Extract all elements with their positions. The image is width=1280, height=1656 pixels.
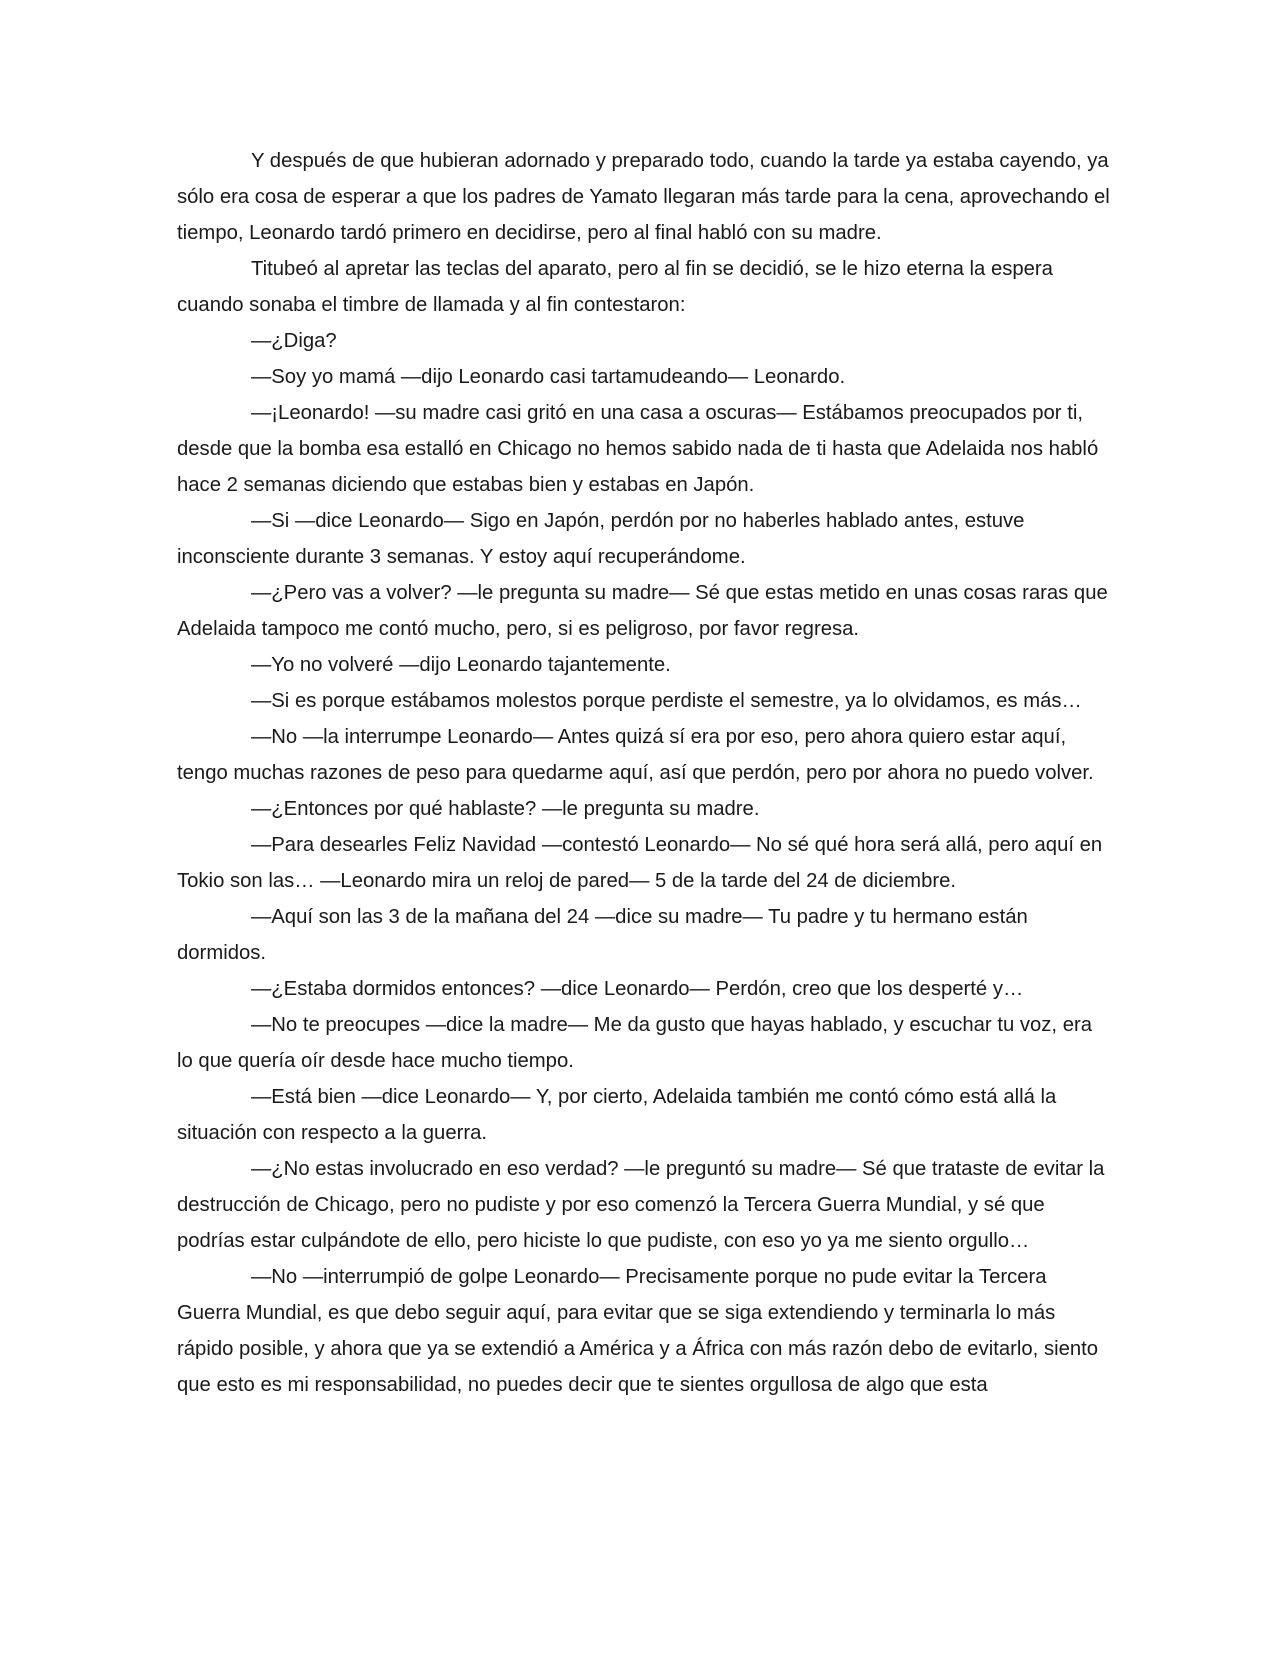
paragraph: —No te preocupes —dice la madre— Me da gusto que hayas hablado, y escuchar tu voz, era lo que quería oír desde hace mucho tiempo. — [177, 1014, 1093, 1072]
paragraph: —Para desearles Feliz Navidad —contestó Leonardo— No sé qué hora será allá, pero aquí en Tokio son las… —Leonardo mira un reloj de pared— 5 de la tarde del 24 de diciembre. — [177, 834, 1103, 892]
paragraph: —Si es porque estábamos molestos porque perdiste el semestre, ya lo olvidamos, es más… — [251, 690, 1082, 712]
paragraph: —Si —dice Leonardo— Sigo en Japón, perdón por no haberles hablado antes, estuve inconsciente durante 3 semanas. Y estoy aquí recuperándome. — [177, 510, 1025, 568]
paragraph: —Está bien —dice Leonardo— Y, por cierto, Adelaida también me contó cómo está allá la situación con respecto a la guerra. — [177, 1086, 1057, 1144]
paragraph: Y después de que hubieran adornado y preparado todo, cuando la tarde ya estaba cayendo, ya sólo era cosa de esperar a que los padres de Yamato llegaran más tarde para la cena, aprovechando el tiempo, Leonardo tardó primero en decidirse, pero al final habló con su madre. — [177, 150, 1110, 244]
paragraph: —No —la interrumpe Leonardo— Antes quizá sí era por eso, pero ahora quiero estar aquí, tengo muchas razones de peso para quedarme aquí, así que perdón, pero por ahora no puedo volver. — [177, 726, 1094, 784]
paragraph: —¿No estas involucrado en eso verdad? —le preguntó su madre— Sé que trataste de evitar la destrucción de Chicago, pero no pudiste y por eso comenzó la Tercera Guerra Mundial, y sé que podrías estar culpándote de ello, pero hiciste lo que pudiste, con eso yo ya me siento orgullo… — [177, 1158, 1105, 1252]
paragraph: Titubeó al apretar las teclas del aparato, pero al fin se decidió, se le hizo eterna la espera cuando sonaba el timbre de llamada y al fin contestaron: — [177, 258, 1053, 316]
paragraph: —Yo no volveré —dijo Leonardo tajantemente. — [251, 654, 671, 676]
document-body — [177, 143, 1112, 1403]
paragraph: —¡Leonardo! —su madre casi gritó en una casa a oscuras— Estábamos preocupados por ti, desde que la bomba esa estalló en Chicago no hemos sabido nada de ti hasta que Adelaida nos habló hace 2 semanas diciendo que estabas bien y estabas en Japón. — [177, 402, 1099, 496]
paragraph: —No —interrumpió de golpe Leonardo— Precisamente porque no pude evitar la Tercera Guerra Mundial, es que debo seguir aquí, para evitar que se siga extendiendo y terminarla lo más rápido posible, y ahora que ya se extendió a América y a África con más razón debo de evitarlo, siento que esto es mi responsabilidad, no puedes decir que te sientes orgullosa de algo que esta — [177, 1266, 1099, 1396]
paragraph: —Aquí son las 3 de la mañana del 24 —dice su madre— Tu padre y tu hermano están dormidos. — [177, 906, 1028, 964]
paragraph: —¿Diga? — [251, 330, 337, 352]
paragraph: —¿Estaba dormidos entonces? —dice Leonardo— Perdón, creo que los desperté y… — [251, 978, 1024, 1000]
paragraph: —Soy yo mamá —dijo Leonardo casi tartamudeando— Leonardo. — [251, 366, 846, 388]
paragraph: —¿Pero vas a volver? —le pregunta su madre— Sé que estas metido en unas cosas raras que Adelaida tampoco me contó mucho, pero, si es peligroso, por favor regresa. — [177, 582, 1108, 640]
paragraph: —¿Entonces por qué hablaste? —le pregunta su madre. — [251, 798, 760, 820]
